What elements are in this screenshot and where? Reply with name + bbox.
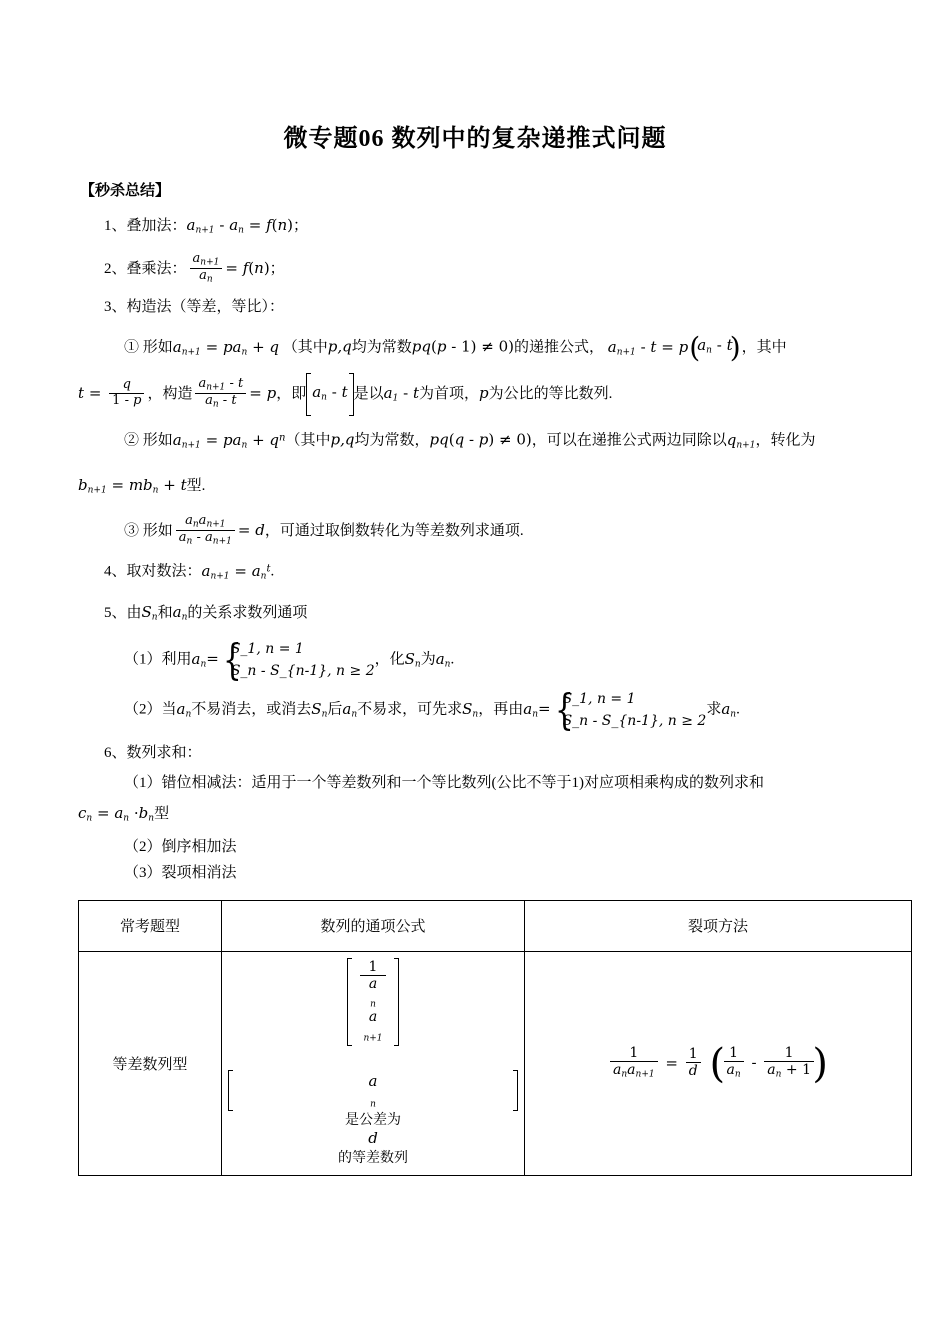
table-cell-method (525, 951, 912, 1176)
ratio-p: p (479, 384, 489, 403)
item-3-1-cont (78, 375, 872, 415)
var-pq: p,q (327, 337, 352, 356)
symbol-Sn-2: $S_n$ (404, 649, 421, 670)
item-3-1-text-d: 的递推公式， (513, 339, 604, 356)
item-3-2-text-d: ，可以在递推公式两边同除以 (531, 432, 727, 449)
item-4-label: 4、取对数法： (104, 563, 202, 580)
item-5-2-text-c: 后 (327, 701, 343, 718)
item-5-2-text-f: 求 (706, 701, 722, 718)
formula-recur-3: $\frac{a_na_{n+1}}{a_n - a_{n+1}}$ = d (173, 521, 265, 539)
item-3-1-text-c: 均为常数 (351, 339, 412, 356)
equals-2: = (537, 699, 551, 718)
item-4-tail: . (270, 563, 275, 580)
item-5 (78, 597, 872, 632)
item-3 (78, 292, 872, 322)
symbol-d: d (368, 1129, 378, 1148)
item-5-label-c: 的关系求数列通项 (187, 605, 308, 622)
symbol-an-5: $a_n$ (342, 699, 358, 720)
page-title: 微专题06 数列中的复杂递推式问题 (283, 126, 667, 152)
item-5-label-b: 和 (157, 605, 173, 622)
item-6-1-cont (78, 798, 872, 833)
item-3-1-text-h: 是以 (353, 386, 384, 403)
formula-recur-1: $a_{n+1} = pa_n + q$ (172, 337, 280, 358)
table-cell-type: 等差数列型 (79, 951, 222, 1176)
item-1-label: 1、叠加法： (104, 218, 187, 234)
symbol-an-3: $a_n$ (435, 649, 451, 670)
item-3-3-text-b: ，可通过取倒数转化为等差数列求通项. (264, 523, 524, 540)
item-6-3 (78, 860, 872, 886)
item-6-2-text: （2）倒序相加法 (124, 838, 237, 855)
item-1 (78, 210, 872, 245)
table-cell-formula (222, 951, 525, 1176)
symbol-Sn-3: $S_n$ (311, 699, 328, 720)
formula-recur-2: $a_{n+1} = pa_n + q^n$ (172, 430, 286, 451)
symbol-an-7: $a_n$ (721, 699, 737, 720)
item-4-formula: $a_{n+1} = a_n^t$ (201, 561, 271, 582)
cases-1-row-1: S_1, n = 1 (230, 641, 304, 658)
item-5-1 (78, 635, 872, 685)
formula-construct: $\frac{a_{n+1} - t}{a_n - t}$ = p (192, 384, 276, 402)
item-3-2-text-e: ，转化为 (755, 432, 816, 449)
item-5-2-text-e: ，再由 (478, 701, 524, 718)
item-6-label: 6、数列求和： (104, 745, 202, 762)
item-5-label-a: 5、由 (104, 605, 142, 622)
table-header-formula: 数列的通项公式 (222, 900, 525, 951)
var-pq-2: p,q (330, 430, 355, 449)
item-6-1-text-b: 型 (154, 806, 170, 823)
item-6-3-text: （3）裂项相消法 (124, 864, 237, 881)
item-5-1-text-a: （1）利用 (124, 651, 192, 668)
cond-pq-1: pq(p - 1) ≠ 0) (411, 337, 514, 356)
cases-1: { S_1, n = 1 S_n - S_{n-1}, n ≥ 2 (222, 635, 375, 685)
symbol-Sn: $S_n$ (141, 603, 158, 623)
formula-note-a: 是公差为 (345, 1113, 401, 1129)
formula-general-term: 1 a $_n$ a $_{n+1}$ (347, 960, 398, 1044)
item-5-1-text-c: 为 (420, 651, 436, 668)
item-2 (78, 251, 872, 286)
item-6 (78, 738, 872, 768)
item-3-1-text-j: 为公比的等比数列. (488, 386, 613, 403)
cond-pq-2: pq(q - p) ≠ 0) (429, 430, 532, 449)
item-1-formula: $a_{n+1} - a_n = f(n)$ (186, 216, 294, 236)
item-3-1-text-b: （其中 (282, 339, 328, 356)
seq-an-braces: a $_n$ (228, 1072, 518, 1109)
table-header-method: 裂项方法 (525, 900, 912, 951)
item-2-tail: ； (269, 261, 285, 278)
item-3-1-text-a: ① 形如 (124, 339, 173, 356)
cases-2: { S_1, n = 1 S_n - S_{n-1}, n ≥ 2 (554, 685, 707, 735)
symbol-Sn-4: $S_n$ (462, 699, 479, 720)
item-3-2-text-a: ② 形如 (124, 432, 173, 449)
item-3-2-text-f: 型. (186, 478, 206, 495)
formula-cn: $c_n = a_n \cdot b_n$ (78, 804, 155, 824)
item-4 (78, 554, 872, 591)
item-3-1 (78, 328, 872, 369)
table-cell-formula-stack (228, 960, 518, 1168)
formula-note-b: 的等差数列 (338, 1151, 408, 1167)
item-3-2-cont (78, 468, 872, 507)
equals-1: = (206, 649, 219, 668)
table-row (79, 951, 912, 1176)
cases-2-row-2: S_n - S_{n-1}, n ≥ 2 (562, 713, 707, 730)
item-5-1-text-b: ，化 (374, 651, 405, 668)
cases-1-row-2: S_n - S_{n-1}, n ≥ 2 (230, 663, 375, 680)
symbol-an-4: $a_n$ (176, 699, 192, 720)
item-3-1-text-e: ，其中 (741, 339, 787, 356)
item-3-1-text-g: ，即 (276, 386, 307, 403)
item-5-2-text-a: （2）当 (124, 701, 177, 718)
formula-split-method: $\frac{1}{a_na_{n+1}}$ = $\frac{1}{d}$ ( $\frac{1}{a_n}$ - $\frac{1}{a_n + 1}$ ) (607, 1054, 829, 1072)
cases-2-row-1: S_1, n = 1 (562, 691, 636, 708)
item-6-1-text-a: （1）错位相减法：适用于一个等差数列和一个等比数列(公比不等于1)对应项相乘构成的数列求和 (124, 775, 764, 792)
item-3-label: 3、构造法（等差，等比）： (104, 299, 285, 316)
formula-recur-1b: $a_{n+1} - t = p$ ( $a_n$ - t ) (608, 338, 742, 356)
divisor-q: $q_{n+1}$ (726, 430, 756, 451)
formula-note-line (228, 1072, 518, 1167)
item-5-2-text-b: 不易消去，或消去 (191, 701, 312, 718)
item-5-2-text-d: 不易求，可先求 (357, 701, 463, 718)
item-5-2-text-g: . (736, 701, 740, 718)
symbol-an-6: $a_n$ (523, 699, 538, 720)
item-3-2-text-c: 均为常数， (354, 432, 430, 449)
item-5-1-text-d: . (450, 651, 455, 668)
table-header-row (79, 900, 912, 951)
item-1-tail: ； (293, 218, 309, 234)
symbol-an: $a_n$ (172, 603, 188, 623)
item-6-2 (78, 834, 872, 860)
seq-an-minus-t: $a_n$ - t (306, 375, 353, 414)
item-5-2 (78, 685, 872, 735)
item-3-3-text-a: ③ 形如 (124, 523, 173, 540)
item-2-label: 2、叠乘法： (104, 261, 187, 278)
first-term: $a_1$ - t (383, 384, 419, 404)
item-3-1-text-i: 为首项， (419, 386, 480, 403)
split-term-table (78, 900, 912, 1177)
item-2-formula: $\frac{a_{n+1}}{a_n}$ = f(n) (187, 259, 270, 277)
section-heading: 【秒杀总结】 (80, 183, 171, 199)
formula-bn: $b_{n+1} = mb_n + t$ (78, 476, 187, 496)
symbol-an-2: $a_n$ (191, 649, 207, 670)
item-3-3 (78, 513, 872, 548)
formula-t-value: t = $\frac{q}{1 - p}$ (78, 384, 147, 402)
item-6-1 (78, 768, 872, 798)
item-3-1-text-f: ，构造 (147, 386, 193, 403)
item-3-2 (78, 421, 872, 462)
item-3-2-text-b: （其中 (285, 432, 331, 449)
table-header-type: 常考题型 (79, 900, 222, 951)
